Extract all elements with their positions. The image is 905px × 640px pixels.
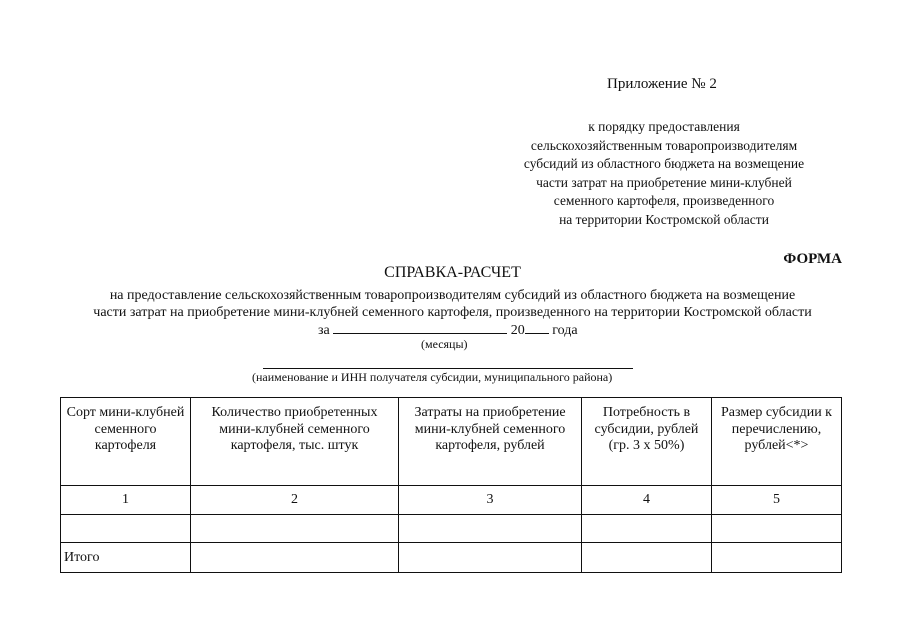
- document-subtitle: [40, 287, 865, 321]
- total-row: [61, 543, 842, 573]
- appendix-line: субсидий из областного бюджета на возмещение: [523, 156, 805, 172]
- table-cell[interactable]: [191, 515, 399, 543]
- period-prefix: за: [318, 323, 330, 338]
- table-cell[interactable]: [582, 515, 712, 543]
- table-row: [61, 515, 842, 543]
- appendix-line: сельскохозяйственным товаропроизводителям: [530, 137, 798, 153]
- column-header: Затраты на приобретение мини-клубней семенного картофеля, рублей: [399, 398, 582, 486]
- column-header: Сорт мини-клубней семенного картофеля: [61, 398, 191, 486]
- table-cell[interactable]: [399, 543, 582, 573]
- column-number: 1: [61, 486, 191, 515]
- column-number: 5: [712, 486, 842, 515]
- column-header: Размер субсидии к перечислению, рублей<*>: [712, 398, 842, 486]
- table-cell[interactable]: [191, 543, 399, 573]
- subtitle-line: части затрат на приобретение мини-клубней семенного картофеля, произведенного на территории Костромской области: [93, 305, 812, 320]
- column-number: 4: [582, 486, 712, 515]
- year-suffix: года: [552, 323, 578, 338]
- table-cell[interactable]: [582, 543, 712, 573]
- column-number: 3: [399, 486, 582, 515]
- table-header-row: [61, 398, 842, 486]
- year-blank[interactable]: [525, 320, 549, 334]
- column-number: 2: [191, 486, 399, 515]
- column-number-row: [61, 486, 842, 515]
- table-cell[interactable]: [712, 515, 842, 543]
- calculation-table: [60, 397, 842, 573]
- document-title: СПРАВКА-РАСЧЕТ: [384, 264, 521, 281]
- appendix-title: Приложение № 2: [607, 76, 717, 92]
- column-header: Количество приобретенных мини-клубней семенного картофеля, тыс. штук: [191, 398, 399, 486]
- year-prefix: 20: [510, 323, 525, 338]
- appendix-line: семенного картофеля, произведенного: [553, 193, 775, 209]
- recipient-caption: (наименование и ИНН получателя субсидии, муниципального района): [252, 370, 613, 384]
- form-label: ФОРМА: [783, 251, 842, 267]
- table-cell[interactable]: [61, 515, 191, 543]
- recipient-blank[interactable]: [263, 368, 633, 369]
- appendix-line: части затрат на приобретение мини-клубней: [536, 174, 792, 190]
- column-header: Потребность в субсидии, рублей (гр. 3 х 50%): [582, 398, 712, 486]
- months-blank[interactable]: [333, 320, 507, 334]
- months-caption: (месяцы): [421, 337, 468, 351]
- appendix-description: [498, 118, 830, 230]
- total-label: Итого: [61, 543, 191, 573]
- table-cell[interactable]: [399, 515, 582, 543]
- appendix-line: на территории Костромской области: [559, 211, 769, 227]
- appendix-line: к порядку предоставления: [588, 119, 740, 134]
- table-cell[interactable]: [712, 543, 842, 573]
- subtitle-line: на предоставление сельскохозяйственным товаропроизводителям субсидий из областного бюджета на возмещение: [109, 288, 796, 303]
